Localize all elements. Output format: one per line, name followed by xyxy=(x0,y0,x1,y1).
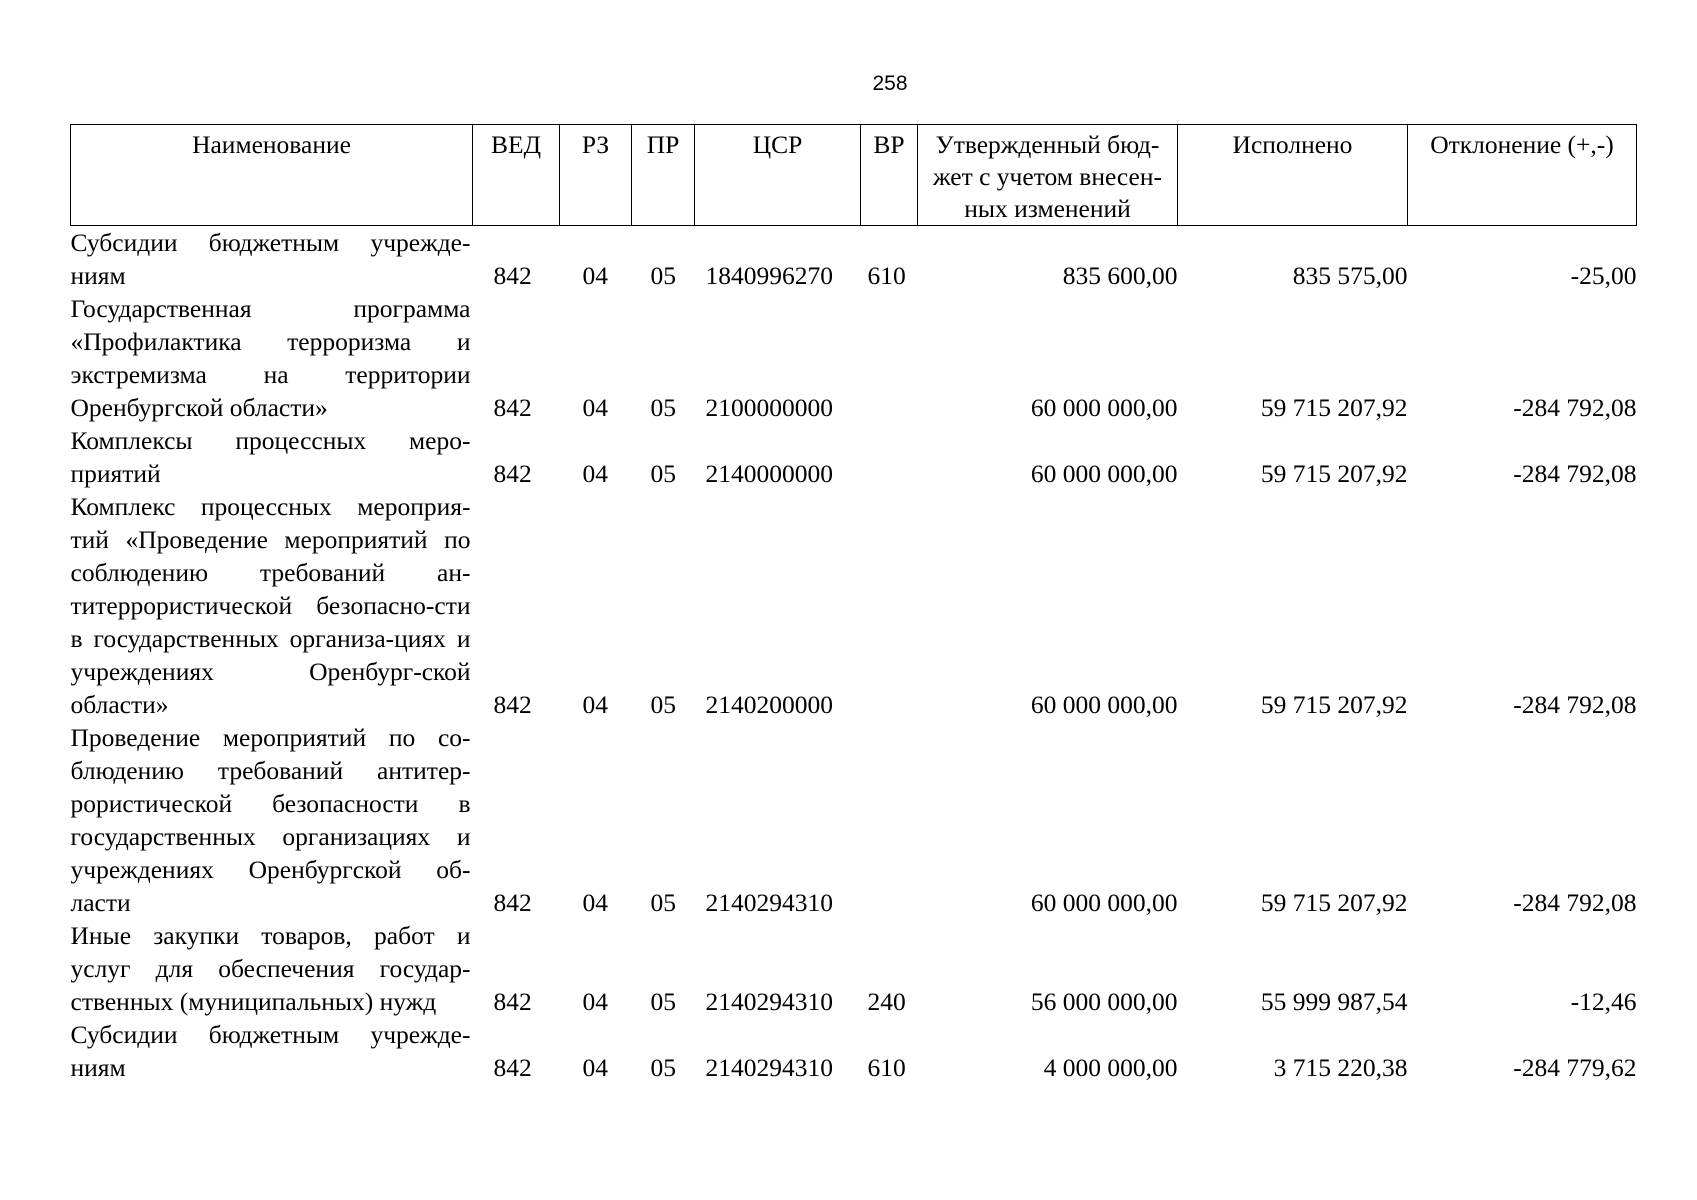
row-pr: 05 xyxy=(650,888,676,917)
row-ved: 842 xyxy=(493,393,532,422)
row-deviation: -284 792,08 xyxy=(1513,459,1637,488)
row-name: Субсидии бюджетным учрежде-ниям xyxy=(70,1020,471,1082)
header-rz: РЗ xyxy=(560,125,632,226)
table-row xyxy=(71,1018,1637,1084)
row-csr: 2140294310 xyxy=(705,987,833,1016)
row-approved: 60 000 000,00 xyxy=(1030,690,1178,719)
row-ved: 842 xyxy=(493,261,532,290)
row-executed: 3 715 220,38 xyxy=(1273,1053,1408,1082)
row-vr xyxy=(861,424,918,490)
header-approved: Утвержденный бюд-жет с учетом внесен-ных изменений xyxy=(918,125,1178,226)
row-rz: 04 xyxy=(582,393,608,422)
row-approved: 60 000 000,00 xyxy=(1030,393,1178,422)
table-header-row xyxy=(71,125,1637,226)
budget-table xyxy=(70,124,1637,1084)
table-row xyxy=(71,721,1637,919)
row-pr: 05 xyxy=(650,690,676,719)
row-vr xyxy=(861,721,918,919)
row-vr: 610 xyxy=(867,1053,906,1082)
table-row xyxy=(71,490,1637,721)
row-vr: 240 xyxy=(867,987,906,1016)
row-ved: 842 xyxy=(493,690,532,719)
row-deviation: -284 779,62 xyxy=(1513,1053,1637,1082)
row-name: Комплекс процессных мероприя-тий «Проведение мероприятий по соблюдению требований ан-титеррористической безопасно-сти в государственных организа-циях и учреждениях Оренбург-ской области» xyxy=(70,492,471,719)
table-row xyxy=(71,424,1637,490)
row-name: Иные закупки товаров, работ и услуг для обеспечения государ-ственных (муниципальных) нужд xyxy=(70,921,471,1016)
row-name: Комплексы процессных меро-приятий xyxy=(70,426,471,488)
row-csr: 2140200000 xyxy=(705,690,833,719)
row-pr: 05 xyxy=(650,1053,676,1082)
row-executed: 59 715 207,92 xyxy=(1260,459,1408,488)
row-approved: 835 600,00 xyxy=(1062,261,1178,290)
row-name: Проведение мероприятий по со-блюдению требований антитер-рористической безопасности в государственных организациях и учреждениях Оренбургской об-ласти xyxy=(70,723,471,917)
row-name: Государственная программа «Профилактика терроризма и экстремизма на территории Оренбургской области» xyxy=(70,294,471,422)
row-deviation: -284 792,08 xyxy=(1513,690,1637,719)
row-csr: 2140294310 xyxy=(705,888,833,917)
row-ved: 842 xyxy=(493,987,532,1016)
row-name: Субсидии бюджетным учрежде-ниям xyxy=(70,228,471,290)
row-pr: 05 xyxy=(650,261,676,290)
row-rz: 04 xyxy=(582,888,608,917)
table-row xyxy=(71,226,1637,293)
row-executed: 59 715 207,92 xyxy=(1260,690,1408,719)
row-rz: 04 xyxy=(582,459,608,488)
row-rz: 04 xyxy=(582,1053,608,1082)
row-csr: 2100000000 xyxy=(705,393,833,422)
table-row xyxy=(71,292,1637,424)
row-approved: 56 000 000,00 xyxy=(1030,987,1178,1016)
row-approved: 4 000 000,00 xyxy=(1043,1053,1178,1082)
header-pr: ПР xyxy=(632,125,695,226)
row-ved: 842 xyxy=(493,1053,532,1082)
row-csr: 1840996270 xyxy=(705,261,833,290)
row-deviation: -25,00 xyxy=(1570,261,1637,290)
header-ved: ВЕД xyxy=(473,125,560,226)
row-rz: 04 xyxy=(582,690,608,719)
row-executed: 59 715 207,92 xyxy=(1260,393,1408,422)
row-vr xyxy=(861,292,918,424)
row-approved: 60 000 000,00 xyxy=(1030,888,1178,917)
row-rz: 04 xyxy=(582,261,608,290)
row-vr: 610 xyxy=(867,261,906,290)
row-csr: 2140000000 xyxy=(705,459,833,488)
row-rz: 04 xyxy=(582,987,608,1016)
row-pr: 05 xyxy=(650,987,676,1016)
row-approved: 60 000 000,00 xyxy=(1030,459,1178,488)
header-executed: Исполнено xyxy=(1178,125,1408,226)
row-executed: 59 715 207,92 xyxy=(1260,888,1408,917)
row-pr: 05 xyxy=(650,459,676,488)
row-deviation: -284 792,08 xyxy=(1513,888,1637,917)
row-deviation: -284 792,08 xyxy=(1513,393,1637,422)
page-number: 258 xyxy=(872,72,908,95)
row-deviation: -12,46 xyxy=(1570,987,1637,1016)
row-ved: 842 xyxy=(493,888,532,917)
row-ved: 842 xyxy=(493,459,532,488)
header-vr: ВР xyxy=(861,125,918,226)
row-pr: 05 xyxy=(650,393,676,422)
header-csr: ЦСР xyxy=(695,125,861,226)
table-row xyxy=(71,919,1637,1018)
row-executed: 55 999 987,54 xyxy=(1260,987,1408,1016)
row-csr: 2140294310 xyxy=(705,1053,833,1082)
row-vr xyxy=(861,490,918,721)
header-deviation: Отклонение (+,-) xyxy=(1408,125,1637,226)
row-executed: 835 575,00 xyxy=(1292,261,1408,290)
header-name: Наименование xyxy=(71,125,473,226)
